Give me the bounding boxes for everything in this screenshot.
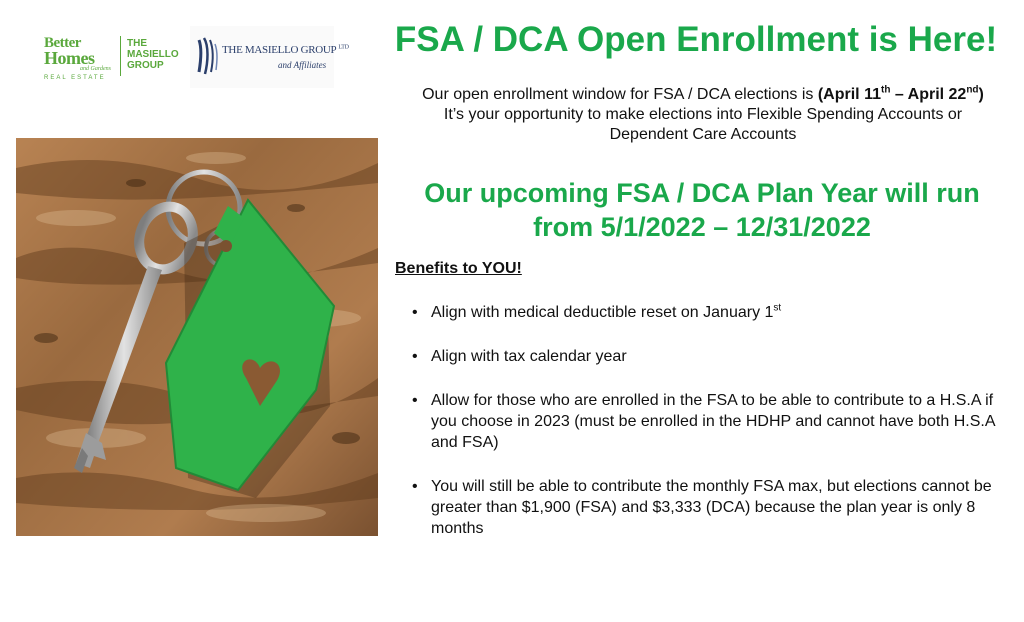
masiello-affiliates: and Affiliates: [278, 60, 327, 70]
bhgre-group-name: [127, 38, 179, 71]
bhgre-logo: [44, 36, 184, 82]
bullet-icon: •: [412, 392, 418, 409]
intro-paragraph: [410, 85, 996, 145]
benefits-list: [410, 302, 1010, 562]
masiello-name-text: THE MASIELLO GROUP: [222, 44, 336, 56]
bhgre-line3: and Gardens: [80, 66, 111, 72]
bhgre-group-line1: THE: [127, 38, 147, 49]
benefit-text: Align with medical deductible reset on January 1: [431, 304, 774, 321]
intro-part1: Our open enrollment window for FSA / DCA elections is: [422, 86, 818, 103]
plan-year-line1: Our upcoming FSA / DCA Plan Year will run: [424, 178, 980, 208]
logo-divider: [120, 36, 121, 76]
house-keychain-photo: [16, 138, 378, 536]
intro-part2: It’s your opportunity to make elections into Flexible Spending Accounts or Dependent Care Accounts: [443, 106, 963, 143]
masiello-m-logo-icon: [196, 34, 222, 78]
plan-year-line2: from 5/1/2022 – 12/31/2022: [533, 212, 871, 242]
bhgre-group-line3: GROUP: [127, 60, 164, 71]
page-title: FSA / DCA Open Enrollment is Here!: [394, 20, 998, 59]
plan-year-heading: [382, 176, 1022, 244]
masiello-suffix: LTD: [338, 44, 349, 51]
list-item: [410, 346, 1010, 367]
bhgre-line2: Homes: [44, 48, 95, 68]
intro-bold1: (April 11: [817, 86, 881, 103]
benefit-text: Allow for those who are enrolled in the FSA to be able to contribute to a H.S.A if you choose in 2023 (must be enrolled in the HDHP and cannot have both H.S.A and FSA): [431, 392, 995, 451]
bhgre-line1: Better: [44, 35, 81, 51]
list-item: [410, 476, 1010, 539]
bhgre-sub: REAL ESTATE: [44, 75, 106, 81]
intro-bold2: – April 22: [890, 86, 967, 103]
benefits-heading: Benefits to YOU!: [395, 260, 522, 277]
benefit-text: Align with tax calendar year: [431, 348, 627, 365]
bhgre-wordmark: [44, 36, 114, 81]
bhgre-group-line2: MASIELLO: [127, 49, 179, 60]
bullet-icon: •: [412, 348, 418, 365]
masiello-logo: [190, 26, 349, 88]
benefit-sup: st: [773, 302, 782, 314]
bullet-icon: •: [412, 304, 418, 321]
masiello-name: [222, 44, 349, 56]
intro-bold3: ): [978, 86, 984, 103]
intro-sup2: nd: [966, 84, 979, 96]
list-item: [410, 302, 1010, 323]
list-item: [410, 390, 1010, 453]
intro-date-start: [818, 86, 984, 103]
bullet-icon: •: [412, 478, 418, 495]
intro-sup1: th: [880, 84, 891, 96]
benefit-text: You will still be able to contribute the monthly FSA max, but elections cannot be greater than $1,900 (FSA) and $3,333 (DCA) because the plan year is only 8 months: [431, 478, 992, 537]
